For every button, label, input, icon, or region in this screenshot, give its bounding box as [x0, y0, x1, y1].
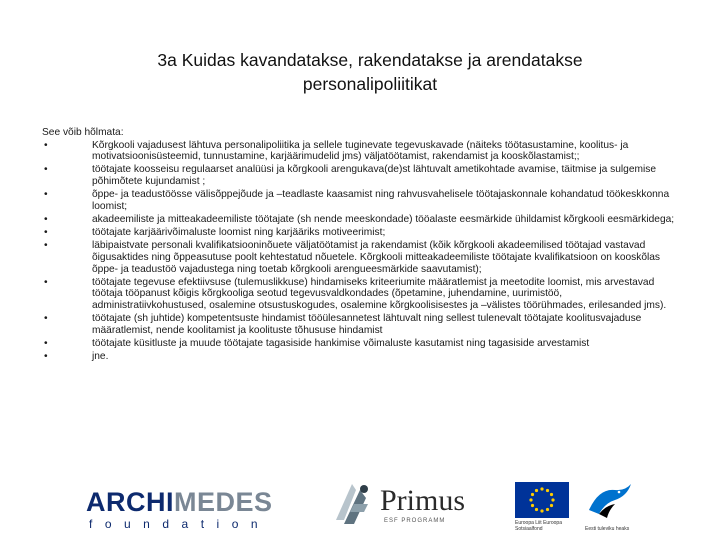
primus-wordmark: Primus: [380, 484, 466, 517]
archimedes-logo: [86, 488, 273, 531]
bullet-icon: •: [44, 351, 48, 363]
bullet-icon: •: [44, 213, 48, 225]
list-item-text: töötajate tegevuse efektiivsuse (tulemuslikkuse) hindamiseks kriteeriumite määratlemist ja meetodite loomist, mis arvestavad töötaja tööpanust kõigis kõrgkooliga seotud tegevusvaldkondades (õpetamine, juhendamine, uurimistöö, administratiivkohustused, osalemine otsustuskogudes, osalemine kõrgkoolisisestes ja –välistes töörühmades, erilesanded jms).: [92, 276, 667, 311]
bullet-icon: •: [44, 189, 48, 201]
list-item: [42, 277, 678, 312]
slide-title-line-2: personalipoliitikat: [302, 74, 438, 94]
list-item-text: akadeemiliste ja mitteakadeemiliste töötajate (sh nende meeskondade) tööalaste eesmärkide ühildamist kõrgkooli eesmärkidega;: [92, 213, 675, 225]
bullet-icon: •: [44, 139, 48, 151]
bullet-icon: •: [44, 227, 48, 239]
eu-logo: [515, 482, 575, 532]
archimedes-logo-part2: MEDES: [174, 487, 273, 517]
intro-text: See võib hõlmata:: [42, 127, 124, 138]
eu-flag-icon: [515, 482, 569, 518]
bullet-icon: •: [44, 164, 48, 176]
primus-logo: [330, 478, 480, 534]
slide-title: [40, 48, 700, 96]
list-item-text: õppe- ja teadustöösse välisõppejõude ja –teadlaste kaasamist ning rahvusvahelisele töötajaskonnale kohandatud töökeskkonna loomist;: [92, 189, 670, 212]
eu-caption: Euroopa Liit Euroopa Sotsiaalfond: [515, 520, 562, 532]
list-item: [42, 227, 678, 239]
estonia-caption: Eesti tuleviku heaks: [585, 526, 630, 532]
list-item: [42, 214, 678, 226]
estonia-swallow-icon: [585, 480, 635, 520]
list-item-text: töötajate koosseisu regulaarset analüüsi ja kõrgkooli arengukava(de)st lähtuvalt ametikohtade avamise, täitmise ja sulgemise põhimõtete kujundamist ;: [92, 164, 657, 187]
list-item: [42, 313, 678, 336]
footer-logos: [0, 470, 720, 540]
list-item: [42, 164, 678, 187]
list-item-text: töötajate (sh juhtide) kompetentsuste hindamist tööülesannetest lähtuvalt ning sellest tulenevalt töötajate koolitusvajaduse määratlemist, nende koolitamist ja koolituste tõhususe hindamist: [92, 313, 642, 336]
list-item: [42, 189, 678, 212]
primus-subtitle: ESF PROGRAMM: [384, 518, 446, 524]
bullet-list: [42, 140, 678, 363]
list-item: [42, 351, 678, 363]
list-item-text: Kõrgkooli vajadusest lähtuva personalipoliitika ja sellele tuginevate tegevuskavade (näiteks töötasustamine, koolitus- ja motivatsioonisüsteemid, tunnustamine, karjäärimudelid jms) väljatöötamist, rakendamist ja kooskõlastamist;;: [92, 139, 629, 163]
list-item-text: töötajate karjäärivõimaluste loomist ning karjääriks motiveerimist;: [92, 227, 386, 239]
bullet-icon: •: [44, 276, 48, 288]
primus-mark-icon: [330, 480, 374, 528]
bullet-icon: •: [44, 240, 48, 252]
estonia-logo: [585, 480, 637, 532]
bullet-icon: •: [44, 313, 48, 325]
bullet-icon: •: [44, 337, 48, 349]
archimedes-logo-subtitle: foundation: [89, 517, 271, 531]
list-item: [42, 140, 678, 163]
slide-body: [42, 127, 678, 364]
list-item-text: töötajate küsitluste ja muude töötajate tagasiside hankimise võimaluste kasutamist ning tagasiside arvestamist: [92, 337, 590, 349]
list-item: [42, 240, 678, 275]
archimedes-logo-part1: ARCHI: [86, 487, 174, 517]
list-item: [42, 338, 678, 350]
list-item-text: jne.: [92, 351, 109, 363]
slide-title-line-1: 3a Kuidas kavandatakse, rakendatakse ja arendatakse: [157, 50, 583, 70]
list-item-text: läbipaistvate personali kvalifikatsiooninõuete väljatöötamist ja rakendamist (kõik kõrgkooli akadeemilised töötajad vastavad õigusaktides ning õppeasutuse poolt kehtestatud nõuetele. Kõrgkooli mitteakadeemiliste töötajate kvalifikatsioon on kooskõlas õppe- ja teadustöö vajadustega ning toetab kõrgkooli arengueesmärkide saavutamist);: [92, 240, 661, 275]
